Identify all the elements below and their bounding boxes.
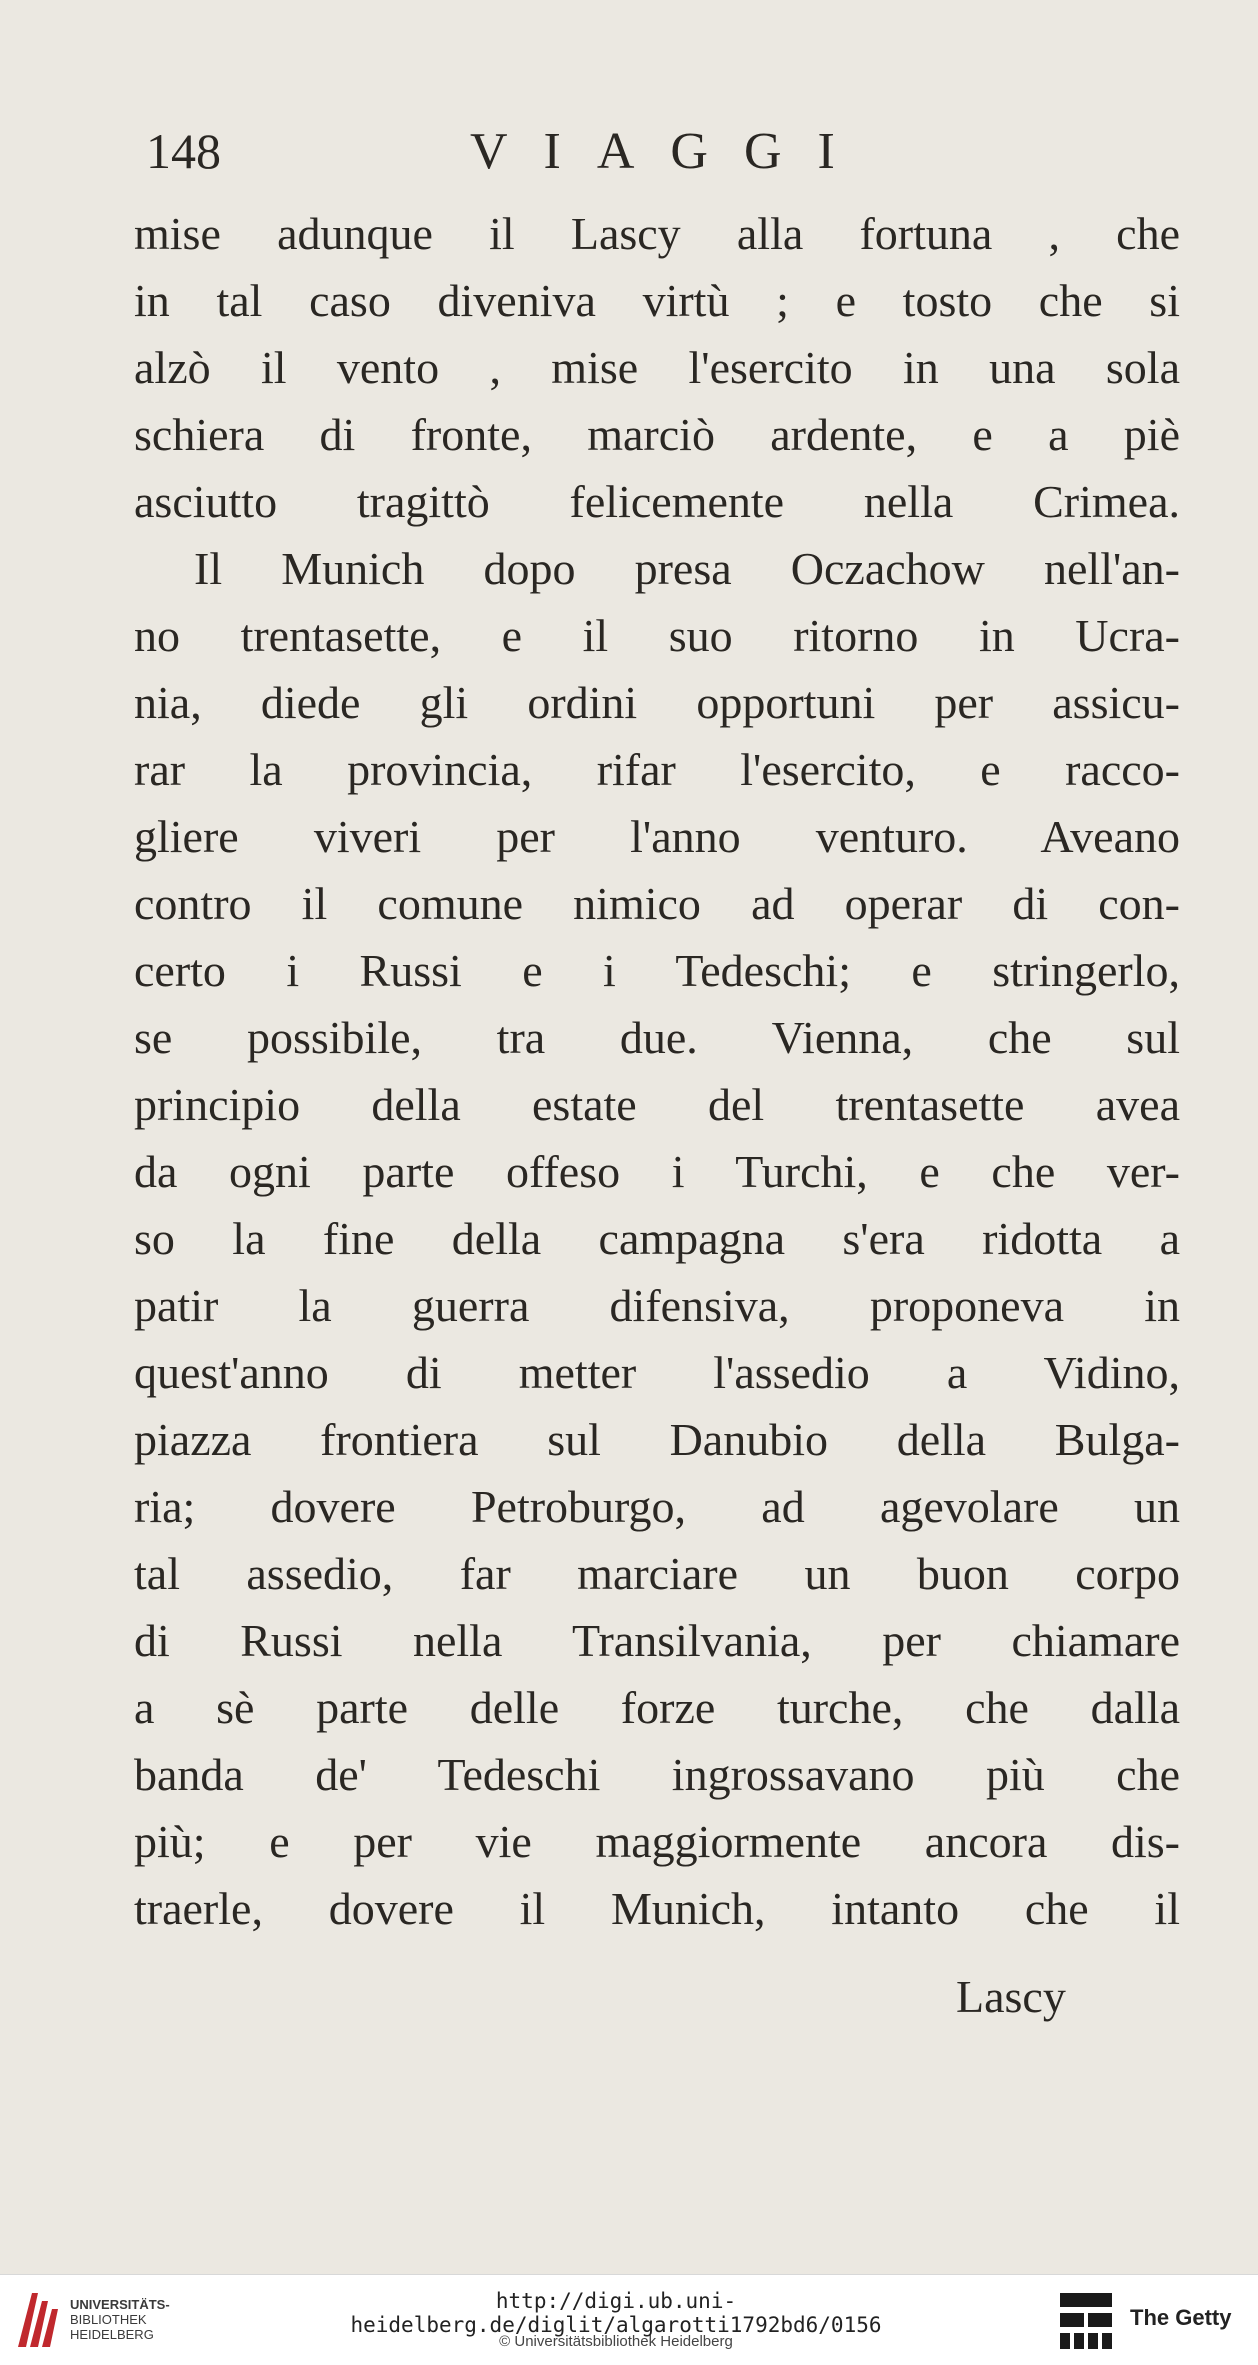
text-line: piazza frontiera sul Danubio della Bulga- bbox=[134, 1414, 1180, 1465]
running-title: VIAGGI bbox=[470, 123, 871, 180]
text-line: di Russi nella Transilvania, per chiamare bbox=[134, 1615, 1180, 1666]
getty-logo-icon bbox=[1058, 2291, 1114, 2351]
text-line: banda de' Tedeschi ingrossavano più che bbox=[134, 1749, 1180, 1800]
text-line: patir la guerra difensiva, proponeva in bbox=[134, 1280, 1180, 1331]
university-library-logo-icon bbox=[12, 2285, 62, 2353]
text-line: principio della estate del trentasette avea bbox=[134, 1079, 1180, 1130]
text-line: a sè parte delle forze turche, che dalla bbox=[134, 1682, 1180, 1733]
text-line: gliere viveri per l'anno venturo. Aveano bbox=[134, 811, 1180, 862]
text-line: se possibile, tra due. Vienna, che sul bbox=[134, 1012, 1180, 1063]
university-library-name: UNIVERSITÄTS- BIBLIOTHEK HEIDELBERG bbox=[70, 2297, 170, 2342]
text-line: contro il comune nimico ad operar di con- bbox=[134, 878, 1180, 929]
text-line: rar la provincia, rifar l'esercito, e racco- bbox=[134, 744, 1180, 795]
catchword: Lascy bbox=[956, 1971, 1066, 2022]
text-line: no trentasette, e il suo ritorno in Ucra- bbox=[134, 610, 1180, 661]
text-line: schiera di fronte, marciò ardente, e a piè bbox=[134, 409, 1180, 460]
text-line: in tal caso diveniva virtù ; e tosto che si bbox=[134, 275, 1180, 326]
partner-name: The Getty bbox=[1130, 2305, 1232, 2330]
text-line: nia, diede gli ordini opportuni per assicu- bbox=[134, 677, 1180, 728]
body-text bbox=[134, 200, 1180, 1942]
text-line: tal assedio, far marciare un buon corpo bbox=[134, 1548, 1180, 1599]
digitization-footer bbox=[0, 2274, 1258, 2365]
text-line: so la fine della campagna s'era ridotta a bbox=[134, 1213, 1180, 1264]
running-head bbox=[0, 122, 1258, 202]
text-line: traerle, dovere il Munich, intanto che il bbox=[134, 1883, 1180, 1934]
text-line: asciutto tragittò felicemente nella Crimea. bbox=[134, 476, 1180, 527]
text-line: quest'anno di metter l'assedio a Vidino, bbox=[134, 1347, 1180, 1398]
text-line: certo i Russi e i Tedeschi; e stringerlo, bbox=[134, 945, 1180, 996]
text-line: ria; dovere Petroburgo, ad agevolare un bbox=[134, 1481, 1180, 1532]
text-line: più; e per vie maggiormente ancora dis- bbox=[134, 1816, 1180, 1867]
text-line: alzò il vento , mise l'esercito in una sola bbox=[134, 342, 1180, 393]
text-line: Il Munich dopo presa Oczachow nell'an- bbox=[194, 543, 1180, 594]
permalink-url[interactable]: http://digi.ub.uni-heidelberg.de/diglit/algarotti1792bd6/0156 bbox=[350, 2289, 882, 2337]
text-line: da ogni parte offeso i Turchi, e che ver- bbox=[134, 1146, 1180, 1197]
copyright-notice: © Universitätsbibliothek Heidelberg bbox=[499, 2333, 733, 2350]
text-line: mise adunque il Lascy alla fortuna , che bbox=[134, 208, 1180, 259]
page-number: 148 bbox=[146, 123, 221, 179]
